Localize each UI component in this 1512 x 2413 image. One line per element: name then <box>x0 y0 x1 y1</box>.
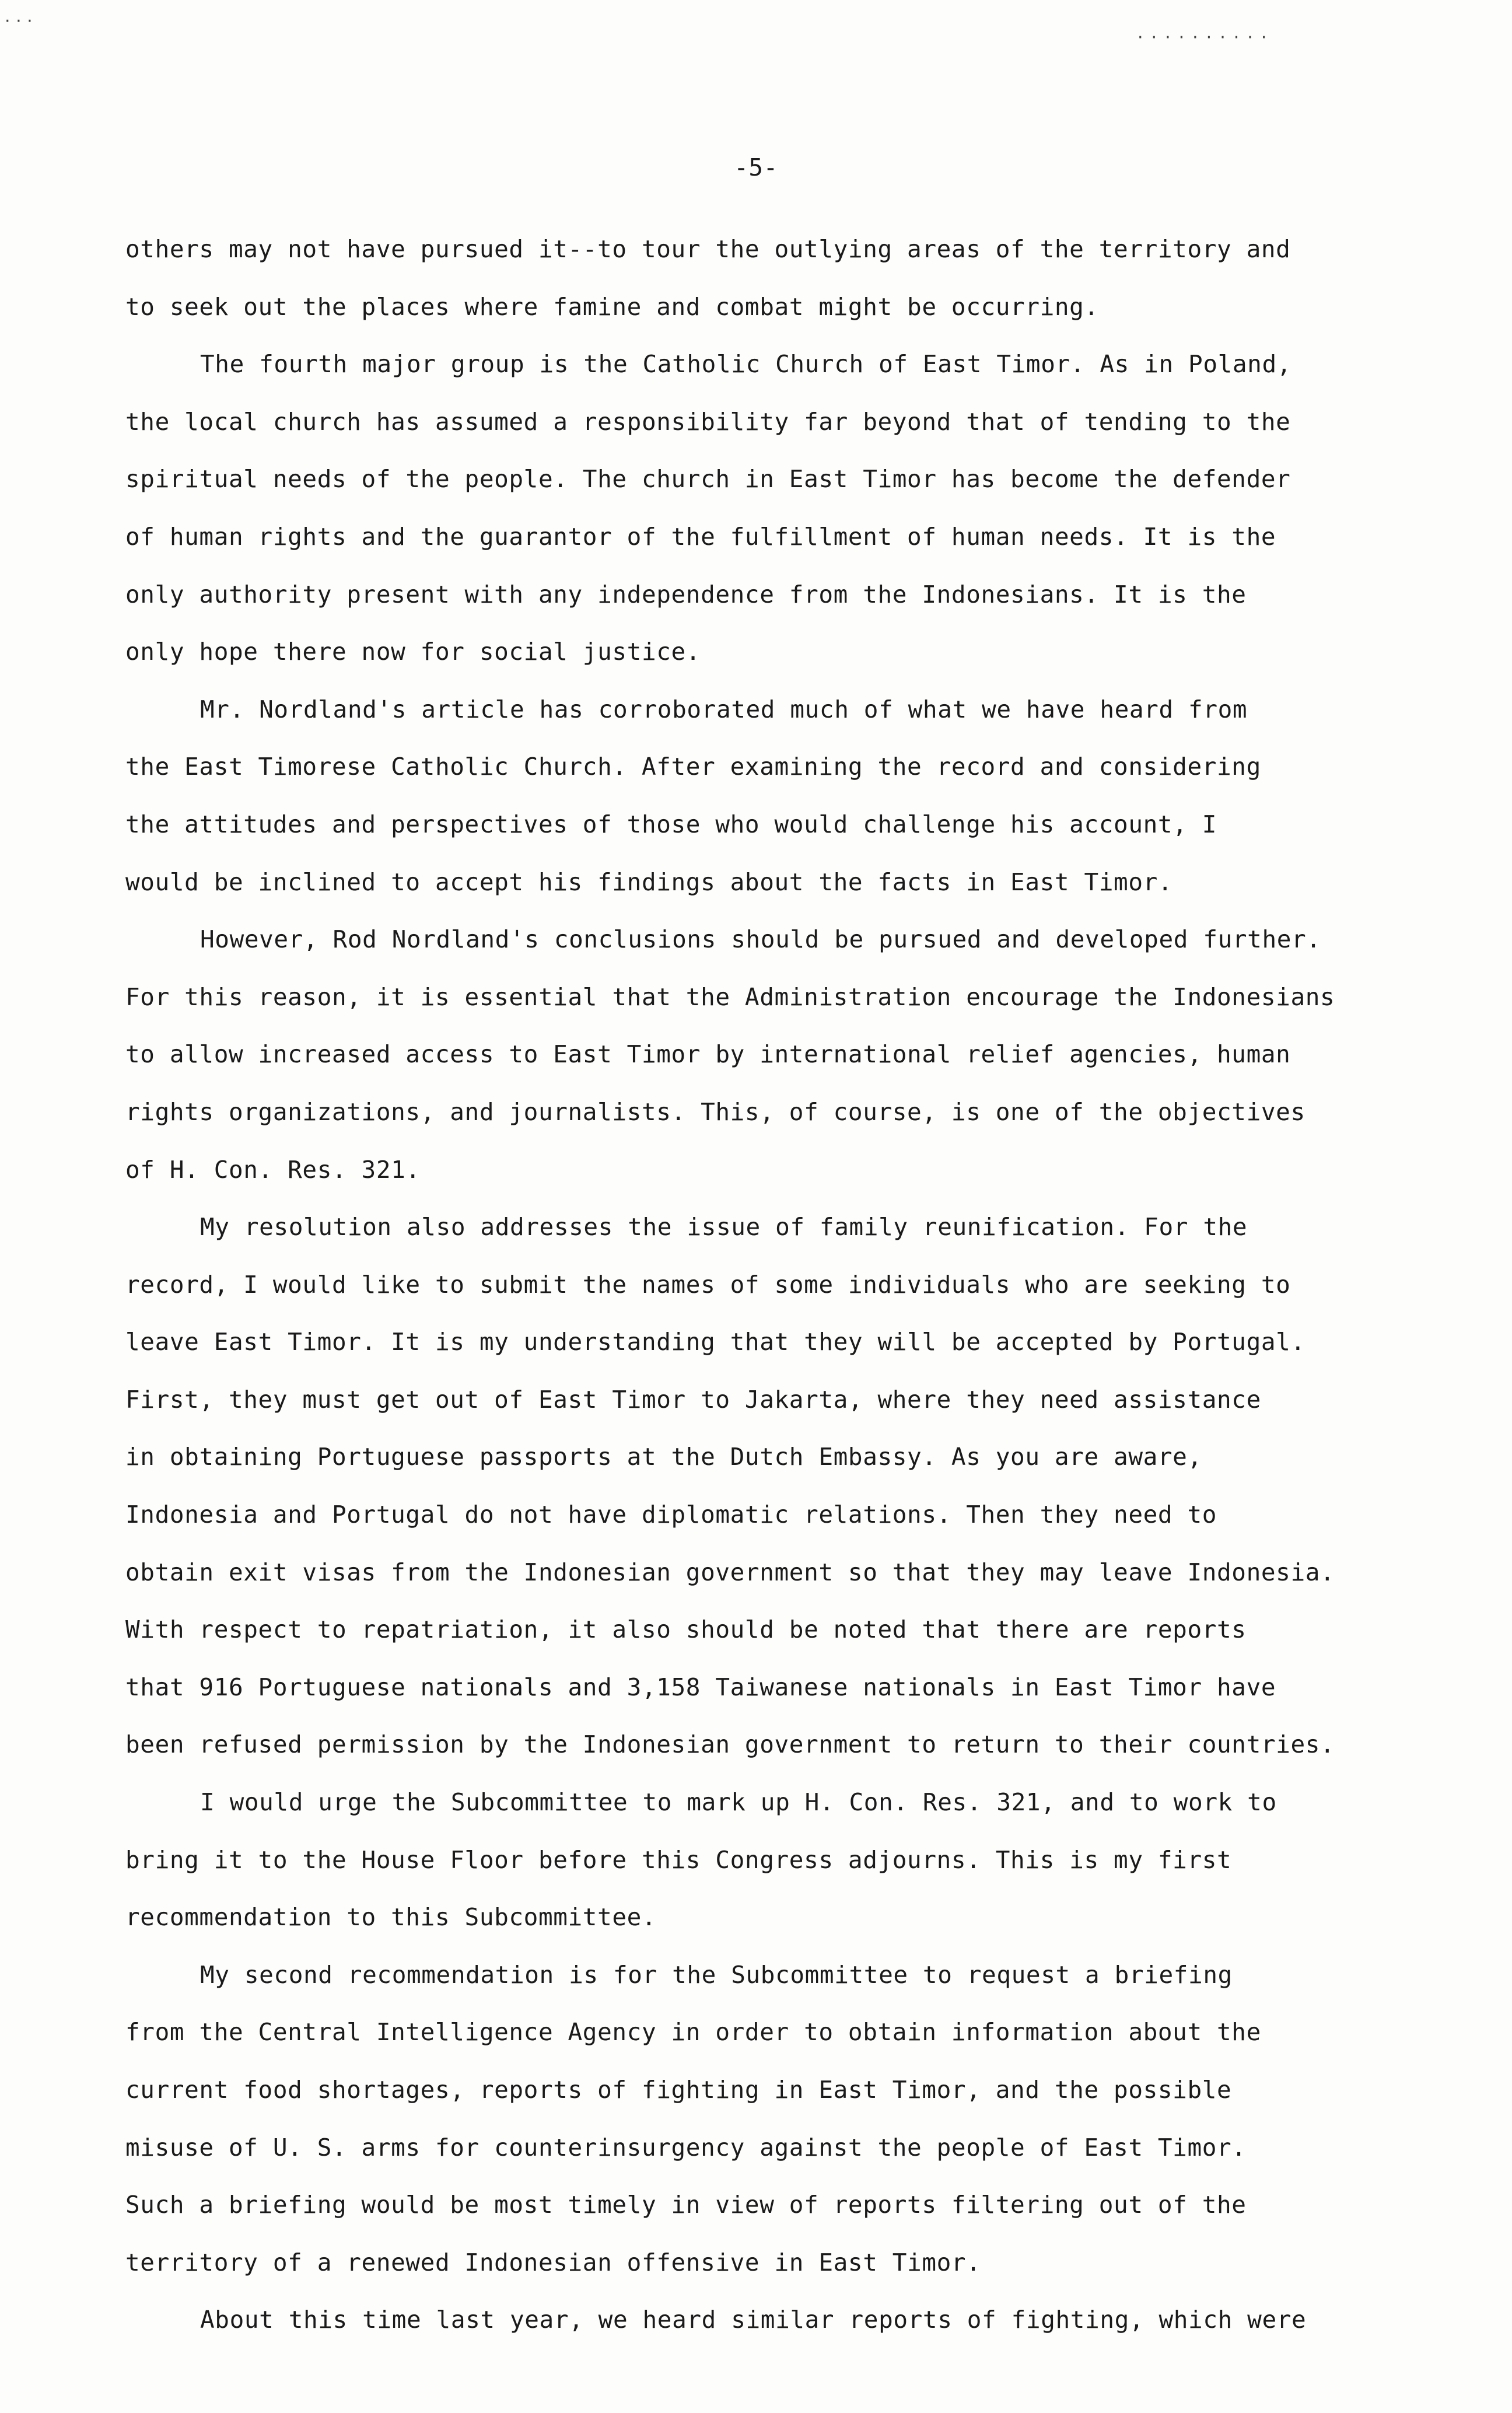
text-line: obtain exit visas from the Indonesian government so that they may leave Indonesia. <box>125 1558 1335 1586</box>
text-line: For this reason, it is essential that the Administration encourage the Indonesians <box>125 982 1335 1011</box>
text-line: Such a briefing would be most timely in view of reports filtering out of the <box>125 2191 1247 2219</box>
text-line: spiritual needs of the people. The church in East Timor has become the defender <box>125 465 1291 494</box>
text-line: misuse of U. S. arms for counterinsurgency against the people of East Timor. <box>125 2133 1247 2162</box>
text-line: bring it to the House Floor before this Congress adjourns. This is my first <box>125 1845 1232 1874</box>
paragraph-start-line: About this time last year, we heard similar reports of fighting, which were <box>200 2306 1307 2334</box>
text-line: recommendation to this Subcommittee. <box>125 1903 657 1932</box>
text-line: leave East Timor. It is my understanding that they will be accepted by Portugal. <box>125 1328 1306 1356</box>
text-line: from the Central Intelligence Agency in order to obtain information about the <box>125 2018 1261 2047</box>
paragraph-start-line: My resolution also addresses the issue of family reunification. For the <box>200 1213 1248 1242</box>
text-line: With respect to repatriation, it also should be noted that there are reports <box>125 1615 1247 1644</box>
paragraph-start-line: Mr. Nordland's article has corroborated much of what we have heard from <box>200 695 1248 723</box>
paragraph-start-line: My second recommendation is for the Subcommittee to request a briefing <box>200 1960 1233 1989</box>
paragraph-start-line: I would urge the Subcommittee to mark up H. Con. Res. 321, and to work to <box>200 1788 1277 1817</box>
text-line: only authority present with any independence from the Indonesians. It is the <box>125 580 1247 609</box>
scan-artifact-top-right: ·········· <box>1138 27 1275 48</box>
text-line: that 916 Portuguese nationals and 3,158 Taiwanese nationals in East Timor have <box>125 1673 1276 1701</box>
scan-artifact-top-left: · · · <box>5 11 33 32</box>
text-line: of human rights and the guarantor of the fulfillment of human needs. It is the <box>125 522 1276 551</box>
text-line: the local church has assumed a responsibility far beyond that of tending to the <box>125 407 1291 436</box>
text-line: the attitudes and perspectives of those who would challenge his account, I <box>125 810 1217 838</box>
text-line: only hope there now for social justice. <box>125 638 701 666</box>
text-line: rights organizations, and journalists. This, of course, is one of the objectives <box>125 1097 1306 1126</box>
text-line: others may not have pursued it--to tour the outlying areas of the territory and <box>125 235 1291 263</box>
text-line: Indonesia and Portugal do not have diplomatic relations. Then they need to <box>125 1501 1217 1529</box>
text-line: territory of a renewed Indonesian offensive in East Timor. <box>125 2248 981 2276</box>
page-number: -5- <box>734 153 778 181</box>
text-line: record, I would like to submit the names of some individuals who are seeking to <box>125 1270 1291 1299</box>
document-body <box>125 221 1397 2349</box>
text-line: of H. Con. Res. 321. <box>125 1155 421 1184</box>
paragraph-start-line: The fourth major group is the Catholic Church of East Timor. As in Poland, <box>200 350 1292 379</box>
text-line: to allow increased access to East Timor by international relief agencies, human <box>125 1040 1291 1069</box>
text-line: in obtaining Portuguese passports at the Dutch Embassy. As you are aware, <box>125 1443 1202 1471</box>
text-line: would be inclined to accept his findings about the facts in East Timor. <box>125 868 1173 896</box>
text-line: the East Timorese Catholic Church. After examining the record and considering <box>125 753 1261 781</box>
text-line: been refused permission by the Indonesian government to return to their countries. <box>125 1730 1335 1759</box>
text-line: current food shortages, reports of fighting in East Timor, and the possible <box>125 2076 1232 2104</box>
text-line: to seek out the places where famine and combat might be occurring. <box>125 292 1099 321</box>
paragraph-start-line: However, Rod Nordland's conclusions should be pursued and developed further. <box>200 925 1321 954</box>
text-line: First, they must get out of East Timor to Jakarta, where they need assistance <box>125 1385 1261 1414</box>
